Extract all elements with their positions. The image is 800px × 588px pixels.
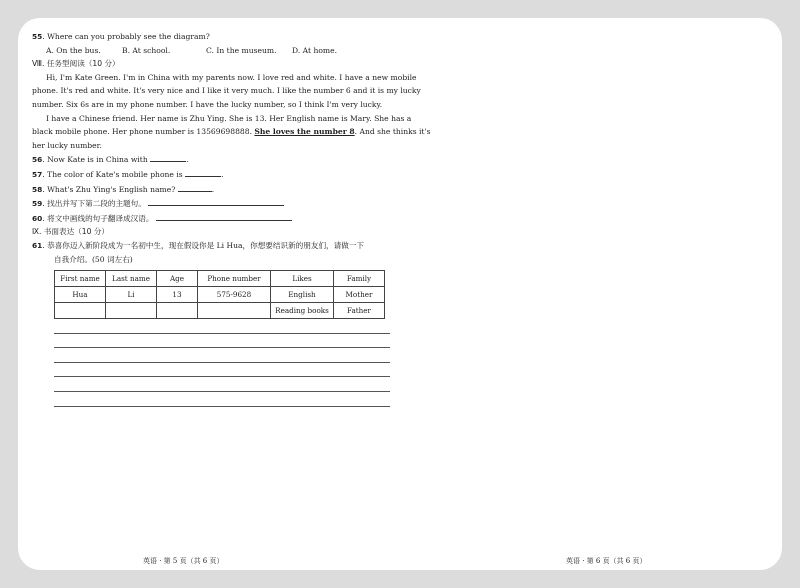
table-cell: Mother (334, 287, 385, 303)
question-58: 58. What's Zhu Ying's English name? . (32, 182, 392, 197)
option-c: C. In the museum. (206, 45, 277, 55)
table-cell: Hua (55, 287, 106, 303)
question-text: . 将文中画线的句子翻译成汉语。 (42, 213, 154, 223)
section-9-title: Ⅸ. 书面表达（10 分） (32, 227, 110, 237)
option-a: A. On the bus. (46, 45, 101, 55)
info-table (54, 270, 385, 319)
table-header-cell: First name (55, 271, 106, 287)
question-text: . 找出并写下第二段的主题句。 (42, 199, 146, 209)
writing-line[interactable] (54, 377, 390, 392)
table-cell: 13 (157, 287, 198, 303)
table-header-row (55, 271, 385, 287)
answer-blank[interactable] (156, 211, 292, 221)
table-header-cell: Likes (271, 271, 334, 287)
question-61 (32, 239, 392, 253)
writing-lines (54, 319, 390, 407)
question-57: 57. The color of Kate's mobile phone is . (32, 167, 392, 182)
passage-line: her lucky number. (32, 140, 102, 150)
exam-sheet (18, 18, 782, 570)
passage-line: phone. It's red and white. It's very nice and I like it very much. I like the number 6 and it is my lucky (32, 86, 421, 96)
writing-line[interactable] (54, 334, 390, 349)
question-number: 55 (32, 32, 43, 41)
table-row (55, 303, 385, 319)
table-header-cell: Phone number (198, 271, 271, 287)
table-cell: 575-9628 (198, 287, 271, 303)
passage-text: . And she thinks it's (354, 127, 431, 137)
question-text: . The color of Kate's mobile phone is (42, 169, 183, 179)
left-column (32, 30, 431, 407)
question-text: . Now Kate is in China with (42, 155, 148, 165)
table-cell (55, 303, 106, 319)
question-text: . What's Zhu Ying's English name? (42, 184, 176, 194)
table-cell: Reading books (271, 303, 334, 319)
table-cell (157, 303, 198, 319)
passage-text: black mobile phone. Her phone number is 13569698888. (32, 127, 252, 137)
table-header-cell: Family (334, 271, 385, 287)
passage-line (32, 125, 431, 139)
table-cell: English (271, 287, 334, 303)
underlined-sentence: She loves the number 8 (254, 127, 355, 137)
writing-line[interactable] (54, 348, 390, 363)
question-text: . Where can you probably see the diagram? (42, 32, 210, 41)
answer-blank[interactable] (150, 152, 186, 162)
writing-line[interactable] (54, 319, 390, 334)
writing-line[interactable] (54, 392, 390, 407)
question-number: 59 (32, 199, 43, 209)
table-cell: Father (334, 303, 385, 319)
question-55-options (32, 44, 392, 58)
table-cell (198, 303, 271, 319)
option-b: B. At school. (122, 45, 171, 55)
table-cell (106, 303, 157, 319)
question-number: 57 (32, 169, 43, 179)
passage-line: Hi, I'm Kate Green. I'm in China with my parents now. I love red and white. I have a new mobile (46, 72, 417, 82)
question-number: 61 (32, 240, 43, 250)
question-61-line-2: 自我介绍。(50 词左右) (54, 254, 133, 264)
passage-line: I have a Chinese friend. Her name is Zhu Ying. She is 13. Her English name is Mary. She has a (46, 113, 412, 123)
table-cell: Li (106, 287, 157, 303)
writing-line[interactable] (54, 363, 390, 378)
question-number: 58 (32, 184, 43, 194)
question-55 (32, 30, 392, 44)
passage-paragraph-1 (32, 71, 421, 112)
table-header-cell: Age (157, 271, 198, 287)
question-60 (32, 211, 392, 226)
section-8-title: Ⅷ. 任务型阅读（10 分） (32, 59, 120, 69)
question-56: 56. Now Kate is in China with . (32, 152, 392, 167)
question-59 (32, 196, 392, 211)
question-text: . 恭喜你迈入新阶段成为一名初中生，现在假设你是 Li Hua，你想要结识新的朋友们，请做一下 (42, 240, 365, 250)
question-number: 60 (32, 213, 43, 223)
table-row (55, 287, 385, 303)
answer-blank[interactable] (178, 182, 212, 192)
answer-blank[interactable] (148, 196, 284, 206)
passage-paragraph-2 (32, 112, 431, 153)
passage-line: number. Six 6s are in my phone number. I have the lucky number, so I think I'm very lucky. (32, 99, 383, 109)
table-header-cell: Last name (106, 271, 157, 287)
page-footer-right: 英语 · 第 6 页（共 6 页） (566, 557, 647, 565)
option-d: D. At home. (292, 45, 338, 55)
question-number: 56 (32, 155, 43, 165)
answer-blank[interactable] (185, 167, 221, 177)
page-footer-left: 英语 · 第 5 页（共 6 页） (143, 557, 224, 565)
